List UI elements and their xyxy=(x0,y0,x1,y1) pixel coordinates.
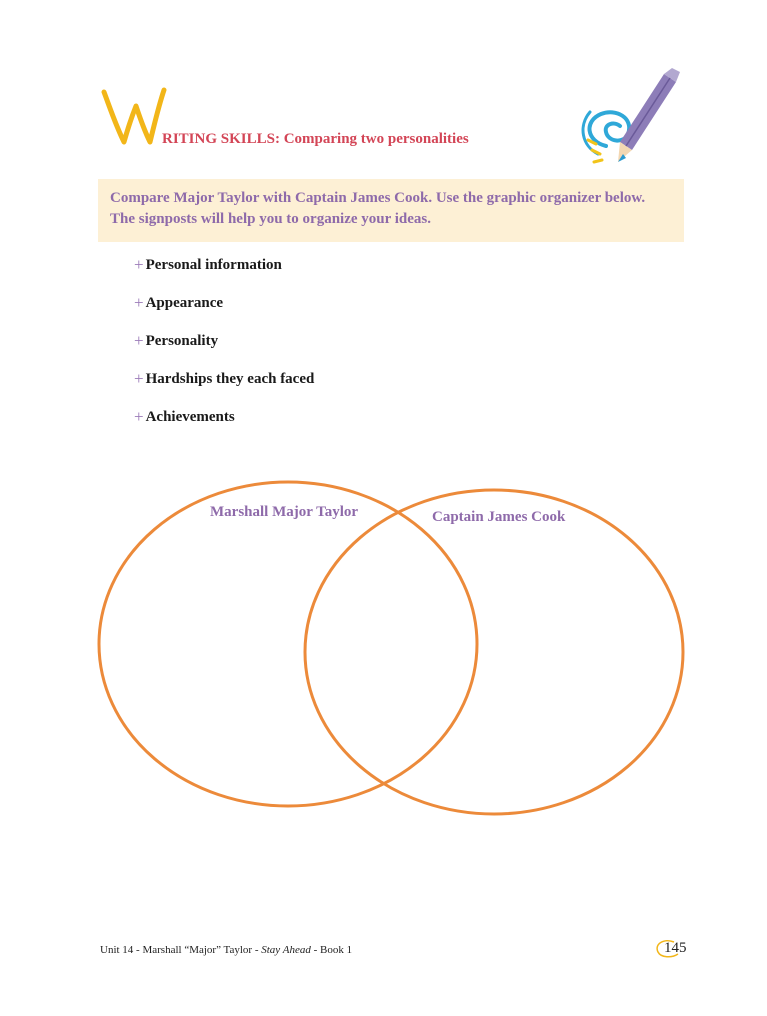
pencil-swirl-icon xyxy=(576,66,686,176)
venn-left-circle xyxy=(99,482,477,806)
page-number: 145 xyxy=(664,940,687,956)
list-item: + Achievements xyxy=(134,407,235,426)
venn-diagram xyxy=(0,480,767,820)
instructions-text: Compare Major Taylor with Captain James Cook. Use the graphic organizer below. The signposts will help you to organize your ideas. xyxy=(110,190,646,227)
signpost-list xyxy=(134,255,314,445)
plus-bullet-icon: + xyxy=(134,293,144,312)
list-item: + Appearance xyxy=(134,293,224,312)
list-item: + Personality xyxy=(134,331,219,350)
list-item: + Personal information xyxy=(134,255,282,274)
venn-right-label: Captain James Cook xyxy=(432,509,566,525)
venn-right-circle xyxy=(305,490,683,814)
plus-bullet-icon: + xyxy=(134,255,144,274)
plus-bullet-icon: + xyxy=(134,407,144,426)
decorative-w-letter xyxy=(100,78,170,148)
venn-left-label: Marshall Major Taylor xyxy=(210,504,359,520)
footer-citation: Unit 14 - Marshall “Major” Taylor - Stay Ahead - Book 1 xyxy=(100,944,353,956)
plus-bullet-icon: + xyxy=(134,369,144,388)
section-heading xyxy=(100,78,580,158)
plus-bullet-icon: + xyxy=(134,331,144,350)
page-number-block xyxy=(652,938,687,967)
heading-title: RITING SKILLS: Comparing two personalities xyxy=(162,131,469,147)
list-item: + Hardships they each faced xyxy=(134,369,315,388)
instructions-box xyxy=(98,179,684,242)
